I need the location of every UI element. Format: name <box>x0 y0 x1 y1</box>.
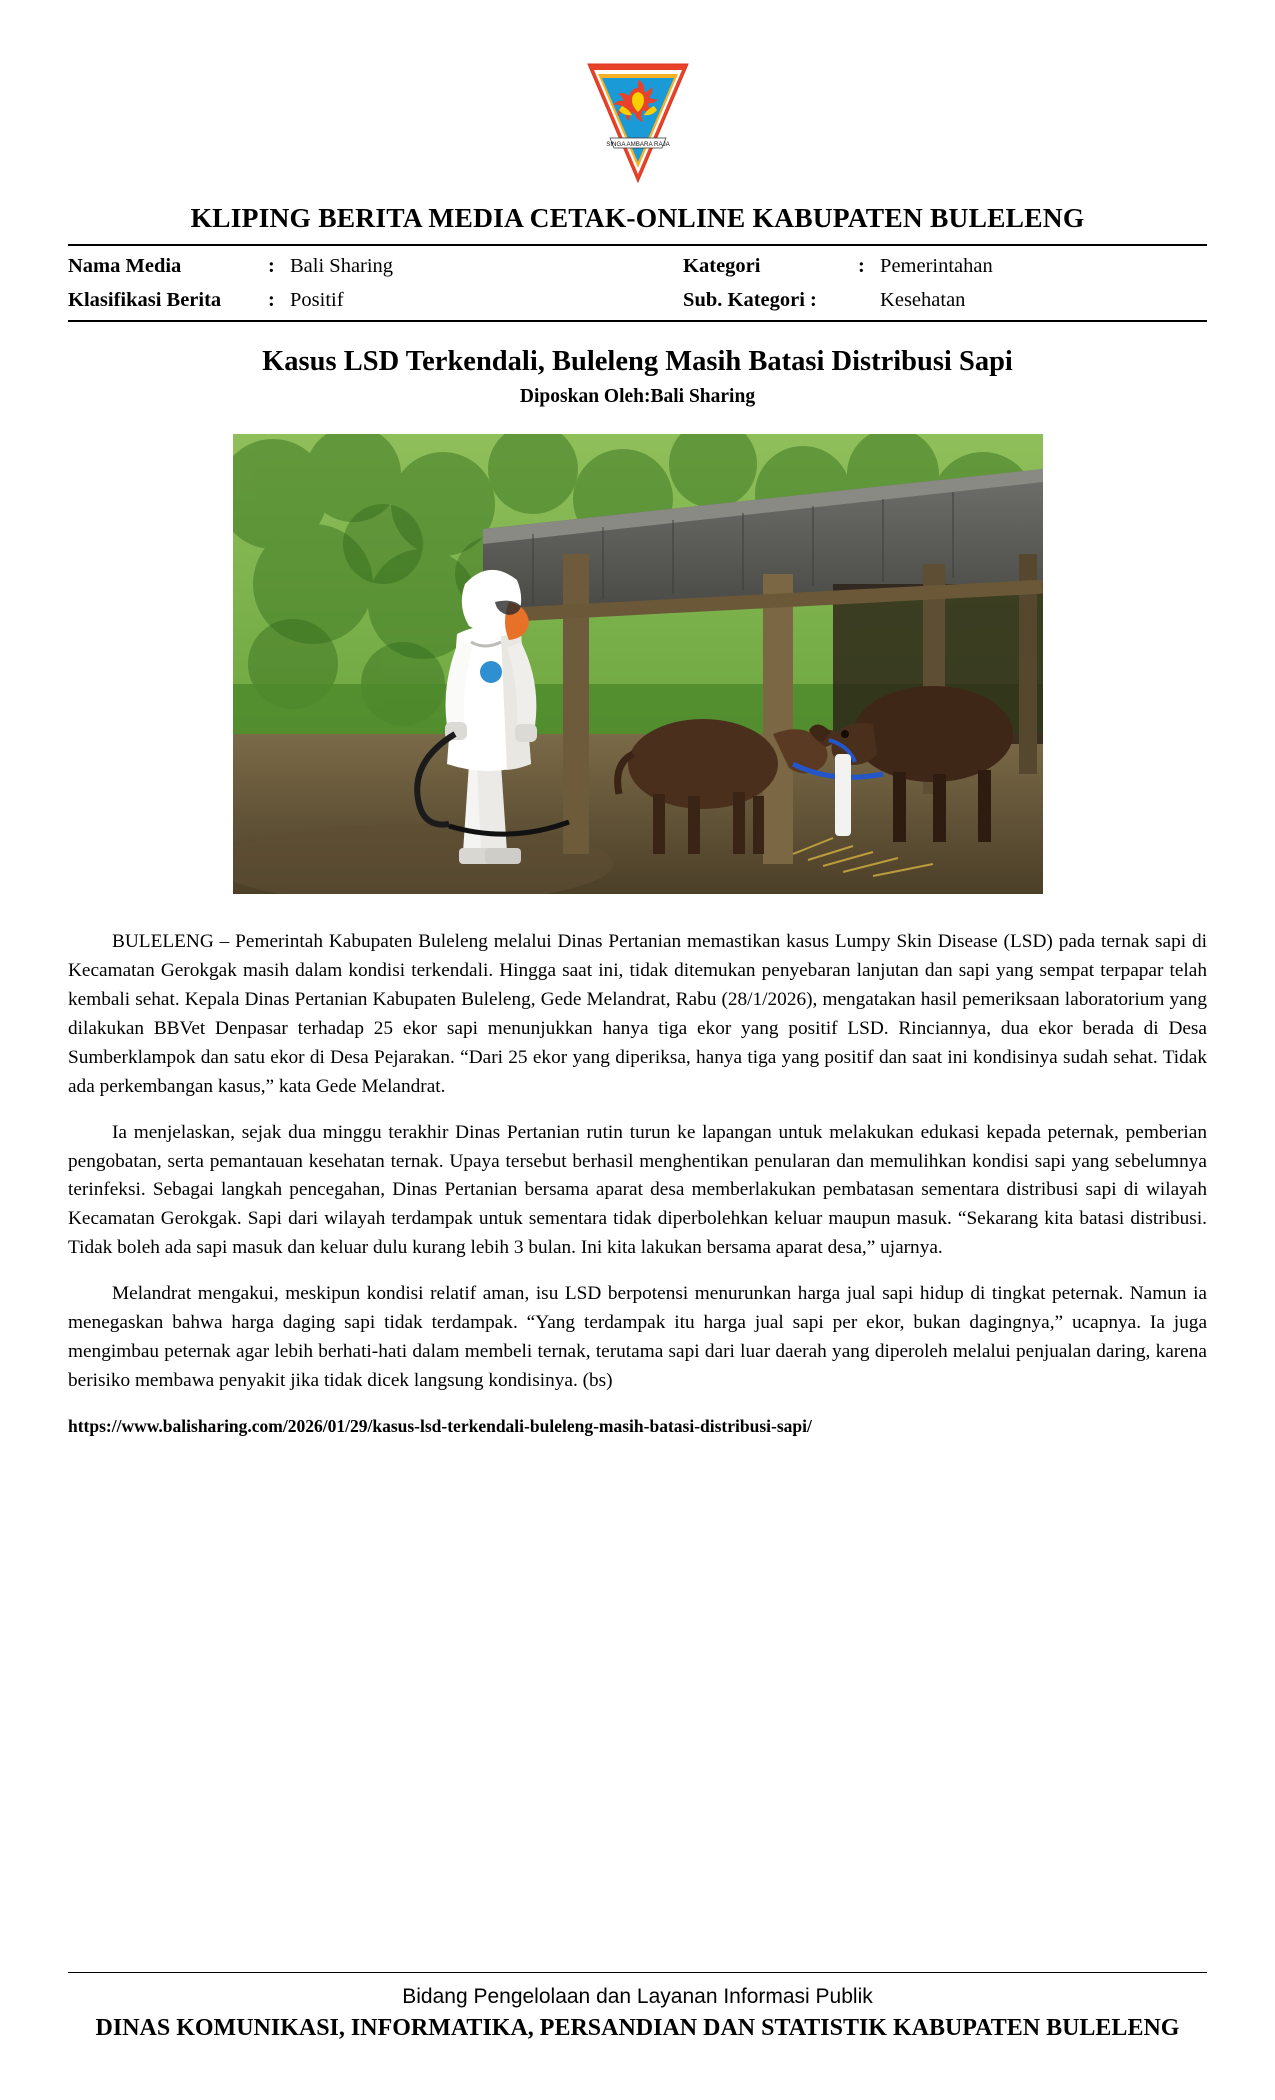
meta-column-right <box>683 253 1207 314</box>
meta-row-sub-kategori <box>683 287 1207 315</box>
meta-colon-nama-media: : <box>268 255 275 277</box>
source-url-link[interactable]: https://www.balisharing.com/2026/01/29/kasus-lsd-terkendali-buleleng-masih-batasi-distribusi-sapi/ <box>68 1416 812 1437</box>
footer-agency-line: DINAS KOMUNIKASI, INFORMATIKA, PERSANDIAN DAN STATISTIK KABUPATEN BULELENG <box>95 2015 1180 2041</box>
meta-label-sub-kategori: Sub. Kategori : <box>683 288 817 311</box>
meta-value-sub-kategori: Kesehatan <box>880 288 966 311</box>
page-footer <box>0 1972 1275 2042</box>
footer-department-line: Bidang Pengelolaan dan Layanan Informasi Publik <box>402 1985 873 2008</box>
buleleng-coat-of-arms-icon <box>582 58 694 186</box>
meta-column-left <box>68 253 683 314</box>
logo-container <box>68 0 1207 186</box>
article-paragraph-1: BULELENG – Pemerintah Kabupaten Buleleng melalui Dinas Pertanian memastikan kasus Lumpy Skin Disease (LSD) pada ternak sapi di Kecamatan Gerokgak masih dalam kondisi terkendali. Hingga saat ini, tidak ditemukan penyebaran lanjutan dan sapi yang sempat terpapar telah kembali sehat. Kepala Dinas Pertanian Kabupaten Buleleng, Gede Melandrat, Rabu (28/1/2026), mengatakan hasil pemeriksaan laboratorium yang dilakukan BBVet Denpasar terhadap 25 ekor sapi menunjukkan hanya tiga ekor yang positif LSD. Rinciannya, dua ekor berada di Desa Sumberklampok dan satu ekor di Desa Pejarakan. “Dari 25 ekor yang diperiksa, hanya tiga yang positif dan saat ini kondisinya sudah sehat. Tidak ada perkembangan kasus,” kata Gede Melandrat. <box>68 930 1207 1097</box>
footer-divider <box>68 1972 1207 1973</box>
meta-value-nama-media: Bali Sharing <box>290 255 394 277</box>
article-title: Kasus LSD Terkendali, Buleleng Masih Batasi Distribusi Sapi <box>262 346 1013 378</box>
article-figure <box>68 434 1207 894</box>
logo-motto-text: SINGA AMBARA RAJA <box>605 141 670 148</box>
meta-label-kategori: Kategori <box>683 255 761 277</box>
meta-divider <box>68 320 1207 322</box>
article-body <box>68 928 1207 1439</box>
article-paragraph-2: Ia menjelaskan, sejak dua minggu terakhir Dinas Pertanian rutin turun ke lapangan untuk melakukan edukasi kepada peternak, pemberian pengobatan, serta pemantauan kesehatan ternak. Upaya tersebut berhasil menghentikan penularan dan memulihkan kondisi sapi yang sebelumnya terinfeksi. Sebagai langkah pencegahan, Dinas Pertanian bersama aparat desa memberlakukan pembatasan sementara distribusi sapi di wilayah Kecamatan Gerokgak. Sapi dari wilayah terdampak untuk sementara tidak diperbolehkan keluar maupun masuk. “Sekarang kita batasi distribusi. Tidak boleh ada sapi masuk dan keluar dulu kurang lebih 3 bulan. Ini kita lakukan bersama aparat desa,” ujarnya. <box>68 1121 1207 1259</box>
meta-row-klasifikasi-berita <box>68 287 683 315</box>
article-photo <box>233 434 1043 894</box>
meta-row-kategori <box>683 253 1207 281</box>
article-byline: Diposkan Oleh:Bali Sharing <box>519 385 756 407</box>
meta-label-klasifikasi-berita: Klasifikasi Berita <box>68 288 222 311</box>
meta-colon-klasifikasi-berita: : <box>268 288 275 311</box>
meta-colon-kategori: : <box>858 255 865 277</box>
meta-value-kategori: Pemerintahan <box>880 255 993 277</box>
meta-value-klasifikasi-berita: Positif <box>290 288 344 311</box>
page-title: KLIPING BERITA MEDIA CETAK-ONLINE KABUPATEN BULELENG <box>190 202 1085 233</box>
meta-table <box>68 246 1207 320</box>
meta-label-nama-media: Nama Media <box>68 255 182 277</box>
article-paragraph-3: Melandrat mengakui, meskipun kondisi relatif aman, isu LSD berpotensi menurunkan harga jual sapi hidup di tingkat peternak. Namun ia menegaskan bahwa harga daging sapi tidak terdampak. “Yang terdampak itu harga jual sapi per ekor, bukan dagingnya,” ucapnya. Ia juga mengimbau peternak agar lebih berhati-hati dalam membeli ternak, terutama sapi dari luar daerah yang diperoleh melalui penjualan daring, karena berisiko membawa penyakit jika tidak dicek langsung kondisinya. (bs) <box>68 1283 1207 1392</box>
meta-row-nama-media <box>68 253 683 281</box>
